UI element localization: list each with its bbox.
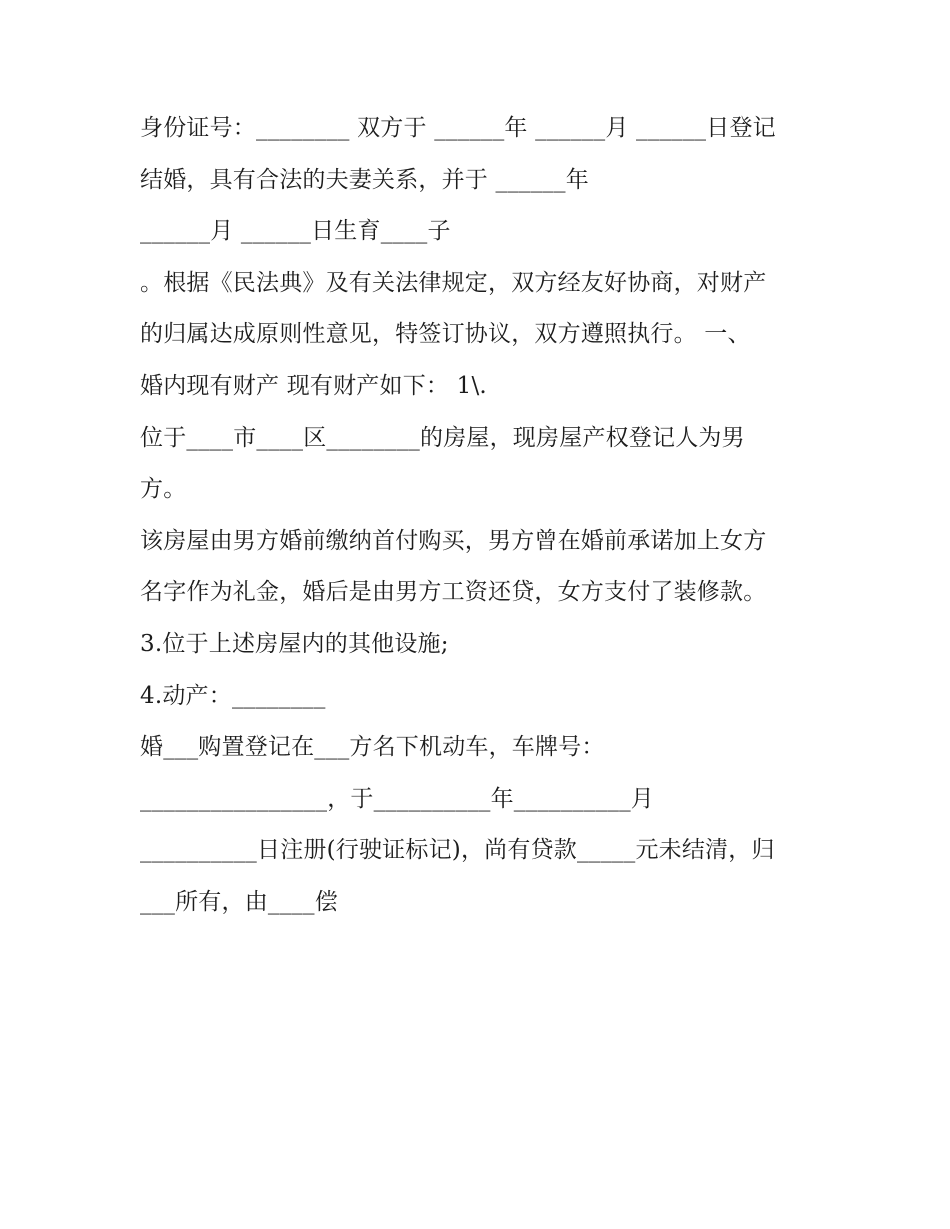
text-line-7: 位于____市____区________的房屋，现房屋产权登记人为男	[140, 424, 745, 451]
text-line-15: __________日注册(行驶证标记)，尚有贷款_____元未结清，归	[140, 837, 775, 864]
text-line-9: 该房屋由男方婚前缴纳首付购买，男方曾在婚前承诺加上女方	[140, 527, 767, 554]
text-line-2: 结婚，具有合法的夫妻关系，并于 ______年	[140, 166, 589, 193]
text-line-13: 婚___购置登记在___方名下机动车，车牌号：	[140, 734, 605, 761]
text-line-4: 。根据《民法典》及有关法律规定，双方经友好协商，对财产	[140, 269, 767, 296]
text-line-16: ___所有，由____偿	[140, 888, 338, 915]
text-line-8: 方。	[140, 476, 187, 503]
text-line-10: 名字作为礼金，婚后是由男方工资还贷，女方支付了装修款。	[140, 579, 767, 606]
text-line-11: 3.位于上述房屋内的其他设施;	[140, 630, 449, 657]
text-line-12: 4.动产：________	[140, 682, 326, 709]
text-line-6: 婚内现有财产 现有财产如下： 1\.	[140, 372, 487, 399]
text-line-5: 的归属达成原则性意见，特签订协议，双方遵照执行。 一、	[140, 321, 751, 348]
text-line-3: ______月 ______日生育____子	[140, 218, 451, 245]
document-body	[140, 103, 830, 929]
text-line-14: ________________，于__________年__________月	[140, 785, 654, 812]
text-line-1: 身份证号：________ 双方于 ______年 ______月 ______日登记	[140, 115, 776, 141]
